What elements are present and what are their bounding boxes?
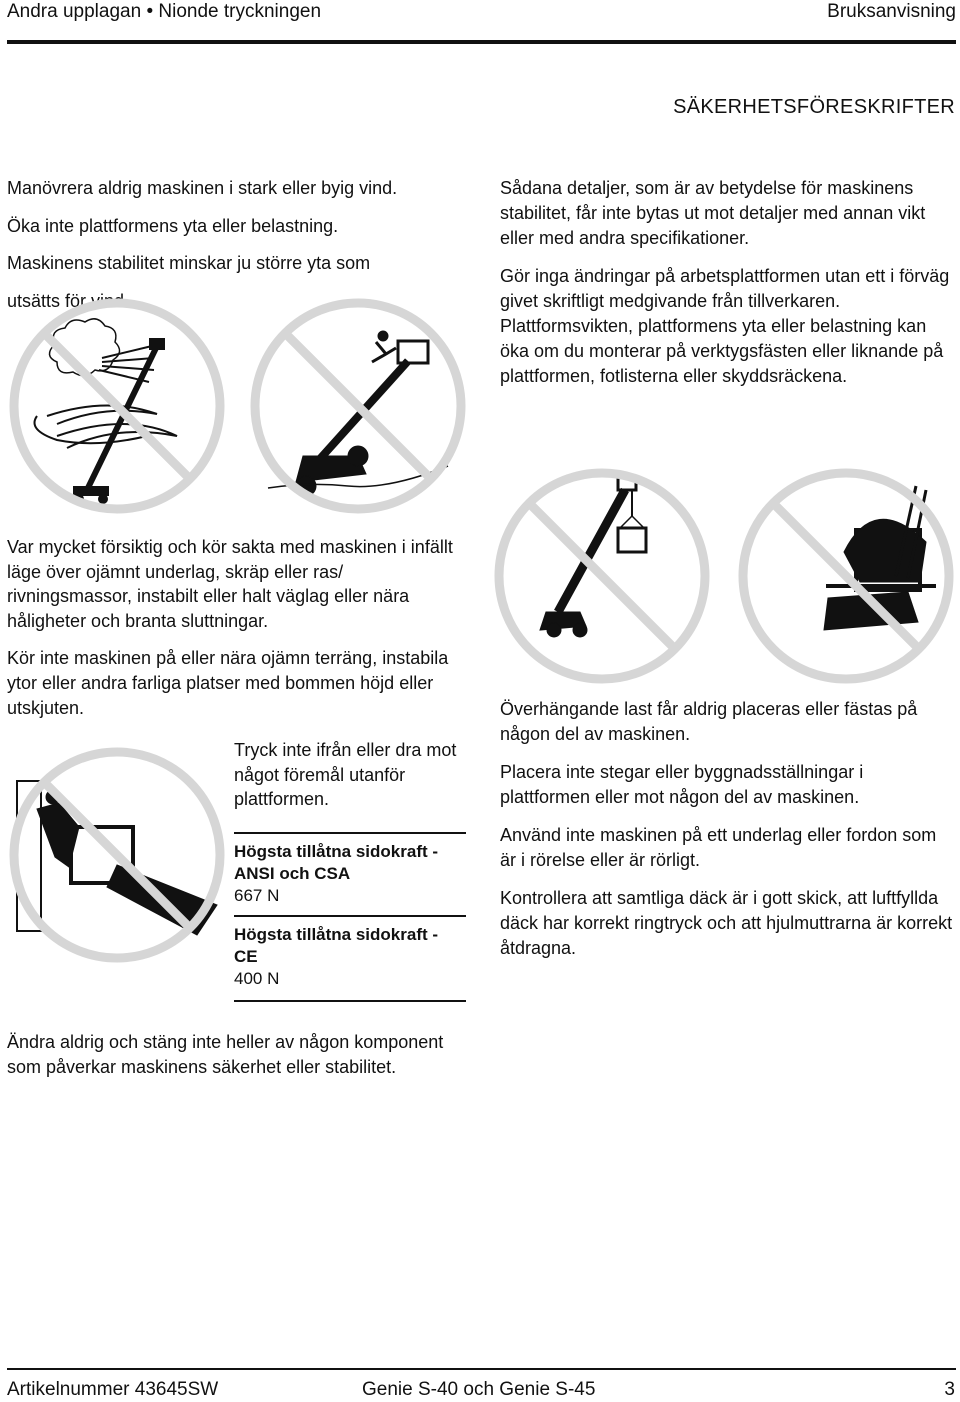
footer-product: Genie S-40 och Genie S-45 [362,1379,596,1400]
header-right: Bruksanvisning [827,1,956,22]
modify-text: Ändra aldrig och stäng inte heller av någon komponent som påverkar maskinens säkerhet eller stabilitet. [7,1032,444,1077]
wind-line: Öka inte plattformens yta eller belastning. [7,215,339,236]
load-text: Överhängande last får aldrig placeras eller fästas på någon del av maskinen. [500,699,918,744]
no-wind-icon [7,296,227,516]
no-slope-icon [248,296,468,516]
vehicle-text: Använd inte maskinen på ett underlag eller fordon som är i rörelse eller är rörligt. [500,825,937,870]
wind-line: Manövrera aldrig maskinen i stark eller byig vind. [7,178,398,198]
side-force-label: Högsta tillåtna sidokraft - CE [234,924,439,966]
terrain-text-1: Var mycket försiktig och kör sakta med maskinen i infällt läge över ojämnt underlag, skräp eller ras/ rivningsmassor, instabilt eller halt väglag eller nära håligheter och branta sluttningar. [7,537,453,631]
side-force-value: 667 N [234,885,280,905]
modification-warnings [500,176,955,389]
no-overload-icon [736,466,956,686]
side-force-ce [234,917,466,990]
side-force-label: Högsta tillåtna sidokraft - ANSI och CSA [234,841,439,883]
side-force-block [234,738,466,1002]
footer-article-number: Artikelnummer 43645SW [7,1379,219,1400]
section-title: SÄKERHETSFÖRESKRIFTER [673,96,955,118]
no-side-force-icon [7,745,227,965]
push-text: Tryck inte ifrån eller dra mot något föremål utanför plattformen. [234,740,457,810]
no-hanging-load-icon [492,466,712,686]
wind-line: Maskinens stabilitet minskar ju större yta som [7,253,371,274]
changes-text: Gör inga ändringar på arbetsplattformen utan ett i förväg givet skriftligt medgivande från tillverkaren. Plattformsvikten, plattformens yta eller belastning kan öka om du monterar på verktygsfästen eller liknande på plattformen, fotlisterna eller skyddsräckena. [500,266,950,386]
side-force-value: 400 N [234,968,280,988]
side-force-ansi [234,834,466,907]
page-number: 3 [944,1379,955,1400]
header-rule [7,40,956,44]
terrain-text-2: Kör inte maskinen på eller nära ojämn terräng, instabila ytor eller andra farliga platser med bommen höjd eller utskjuten. [7,648,449,718]
wind-line: utsätts för vind. [7,290,130,311]
tires-text: Kontrollera att samtliga däck är i gott skick, att luftfyllda däck har korrekt ringtryck och att hjulmuttrarna är korrekt åtdragna. [500,888,953,958]
spec-rule [234,1000,466,1002]
header-left: Andra upplagan • Nionde tryckningen [7,1,322,22]
footer-rule [7,1368,956,1370]
modify-warning [7,1030,467,1079]
wind-warning [7,176,447,313]
terrain-warnings [7,535,457,720]
ladder-text: Placera inte stegar eller byggnadsställningar i plattformen eller mot någon del av maskinen. [500,762,864,807]
load-warnings [500,697,955,961]
parts-text: Sådana detaljer, som är av betydelse för maskinens stabilitet, får inte bytas ut mot detaljer med annan vikt eller med andra specifikationer. [500,178,926,248]
